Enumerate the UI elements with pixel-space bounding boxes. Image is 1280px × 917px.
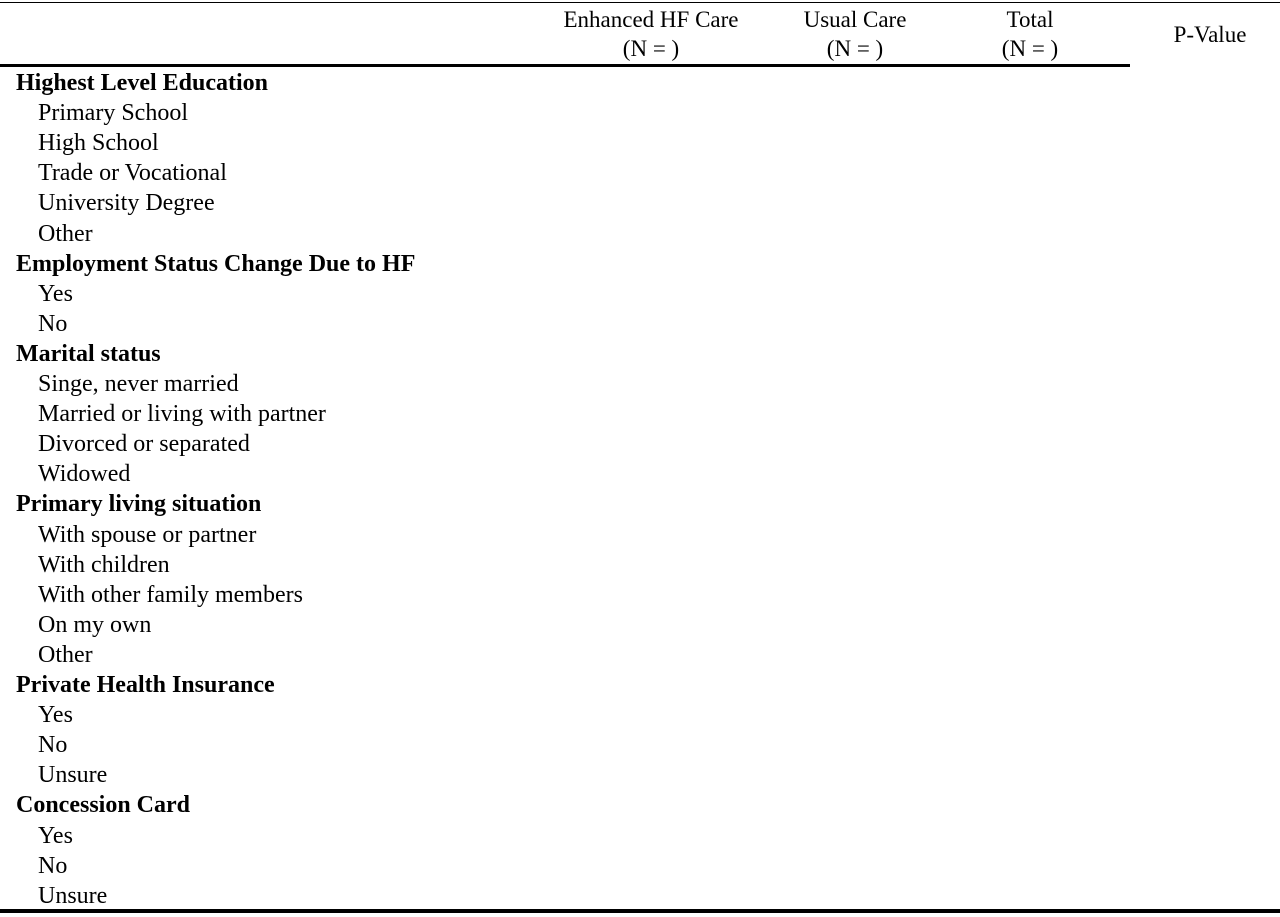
table-row [0, 128, 1130, 158]
table-row [0, 550, 1130, 580]
table-row [0, 219, 1130, 249]
section-title: Highest Level Education [16, 70, 269, 96]
row-label: On my own [38, 612, 152, 638]
row-label: With children [38, 552, 170, 578]
table-bottom-rule [0, 909, 1280, 913]
column-header-title: Enhanced HF Care [563, 7, 739, 32]
column-header-usual-care [785, 5, 925, 63]
table-row [0, 520, 1130, 550]
table-row [0, 851, 1130, 881]
section-row [0, 489, 1130, 519]
section-row [0, 68, 1130, 98]
column-header-n: (N = ) [826, 36, 884, 61]
table-row [0, 369, 1130, 399]
table-row [0, 580, 1130, 610]
table-top-rule [0, 2, 1280, 3]
table-row [0, 821, 1130, 851]
row-label: Widowed [38, 461, 131, 487]
section-title: Primary living situation [16, 491, 262, 517]
row-label: Primary School [38, 100, 188, 126]
table-row [0, 700, 1130, 730]
row-label: Yes [38, 823, 73, 849]
row-label: Unsure [38, 883, 108, 909]
row-label: High School [38, 130, 159, 156]
table-row [0, 760, 1130, 790]
row-label: Other [38, 221, 93, 247]
section-row [0, 249, 1130, 279]
table-row [0, 158, 1130, 188]
row-label: Married or living with partner [38, 401, 326, 427]
table-row [0, 429, 1130, 459]
column-header-total [960, 5, 1100, 63]
row-label: No [38, 853, 68, 879]
table-row [0, 399, 1130, 429]
row-label: With spouse or partner [38, 522, 257, 548]
section-title: Concession Card [16, 792, 191, 818]
row-label: Unsure [38, 762, 108, 788]
table-row [0, 610, 1130, 640]
row-label: University Degree [38, 190, 215, 216]
section-title: Employment Status Change Due to HF [16, 251, 416, 277]
row-label: With other family members [38, 582, 303, 608]
column-header-p-value: P-Value [1173, 22, 1247, 47]
table-row [0, 730, 1130, 760]
section-row [0, 670, 1130, 700]
table-row [0, 309, 1130, 339]
row-label: No [38, 311, 68, 337]
row-label: Divorced or separated [38, 431, 250, 457]
table-row [0, 279, 1130, 309]
column-header-title: Usual Care [803, 7, 907, 32]
column-header-title: Total [1006, 7, 1054, 32]
table-row [0, 881, 1130, 911]
row-label: Yes [38, 702, 73, 728]
column-header-n: (N = ) [622, 36, 680, 61]
section-row [0, 339, 1130, 369]
column-header-n: (N = ) [1001, 36, 1059, 61]
row-label: No [38, 732, 68, 758]
section-row [0, 790, 1130, 820]
table-row [0, 459, 1130, 489]
row-label: Trade or Vocational [38, 160, 227, 186]
row-label: Other [38, 642, 93, 668]
row-label: Yes [38, 281, 73, 307]
section-title: Marital status [16, 341, 161, 367]
table-header-rule [0, 64, 1130, 67]
table-row [0, 98, 1130, 128]
column-header-enhanced-hf-care [540, 5, 762, 63]
section-title: Private Health Insurance [16, 672, 275, 698]
table-row [0, 188, 1130, 218]
table-row [0, 640, 1130, 670]
row-label: Singe, never married [38, 371, 239, 397]
